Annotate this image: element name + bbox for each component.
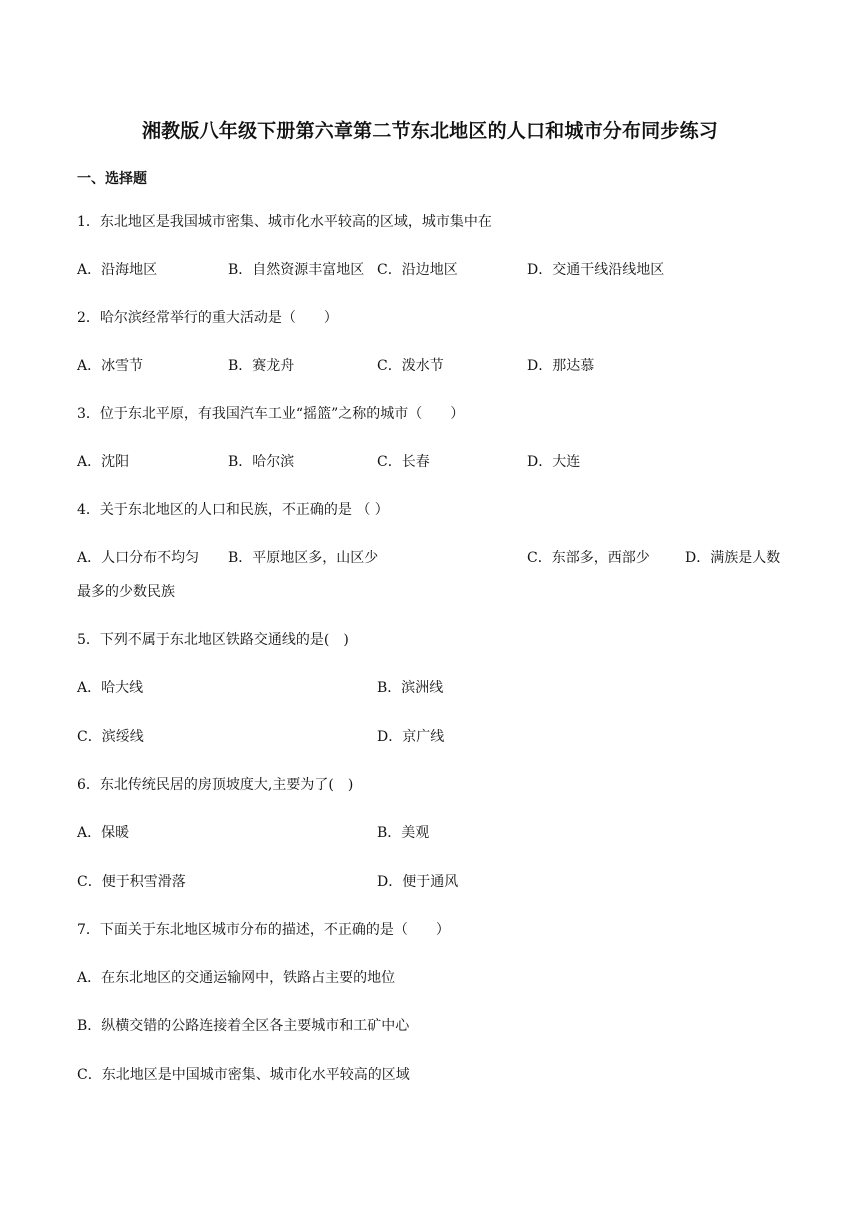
option-a: A．哈大线 — [77, 680, 144, 696]
option-d: D．便于通风 — [377, 874, 459, 890]
option-d-continuation: 最多的少数民族 — [77, 584, 175, 600]
question-stem: 3．位于东北平原，有我国汽车工业“摇篮”之称的城市（ ） — [77, 406, 465, 422]
option-a: A．沿海地区 — [77, 262, 158, 278]
question-stem: 2．哈尔滨经常举行的重大活动是（ ） — [77, 310, 338, 326]
option-d: D．满族是人数 — [685, 550, 781, 566]
option-c: C．泼水节 — [377, 358, 444, 374]
option-d: D．那达慕 — [527, 358, 595, 374]
option-b: B．美观 — [377, 825, 430, 841]
option-b: B．哈尔滨 — [228, 454, 295, 470]
option-a: A．保暖 — [77, 825, 130, 841]
section-heading: 一、选择题 — [77, 171, 147, 187]
option-a: A．在东北地区的交通运输网中，铁路占主要的地位 — [77, 970, 396, 986]
option-a: A．沈阳 — [77, 454, 130, 470]
question-stem: 7．下面关于东北地区城市分布的描述，不正确的是（ ） — [77, 922, 450, 938]
option-c: C．长春 — [377, 454, 430, 470]
option-b: B．平原地区多，山区少 — [228, 550, 379, 566]
option-b: B．赛龙舟 — [228, 358, 295, 374]
option-c: C．滨绥线 — [77, 729, 144, 745]
option-b: B．自然资源丰富地区 — [228, 262, 365, 278]
option-c: C．东部多，西部少 — [527, 550, 650, 566]
option-d: D．大连 — [527, 454, 581, 470]
question-stem: 6．东北传统民居的房顶坡度大,主要为了( ) — [77, 777, 354, 793]
option-d: D．京广线 — [377, 729, 445, 745]
question-stem: 5．下列不属于东北地区铁路交通线的是( ) — [77, 632, 349, 648]
question-stem: 1．东北地区是我国城市密集、城市化水平较高的区域，城市集中在 — [77, 214, 492, 230]
option-d: D．交通干线沿线地区 — [527, 262, 665, 278]
option-b: B．纵横交错的公路连接着全区各主要城市和工矿中心 — [77, 1018, 410, 1034]
option-c: C．便于积雪滑落 — [77, 874, 186, 890]
option-a: A．人口分布不均匀 — [77, 550, 200, 566]
option-c: C．沿边地区 — [377, 262, 458, 278]
question-stem: 4．关于东北地区的人口和民族，不正确的是 （ ） — [77, 502, 389, 518]
page-title: 湘教版八年级下册第六章第二节东北地区的人口和城市分布同步练习 — [141, 120, 718, 142]
option-b: B．滨洲线 — [377, 680, 444, 696]
option-a: A．冰雪节 — [77, 358, 144, 374]
option-c: C．东北地区是中国城市密集、城市化水平较高的区域 — [77, 1067, 410, 1083]
